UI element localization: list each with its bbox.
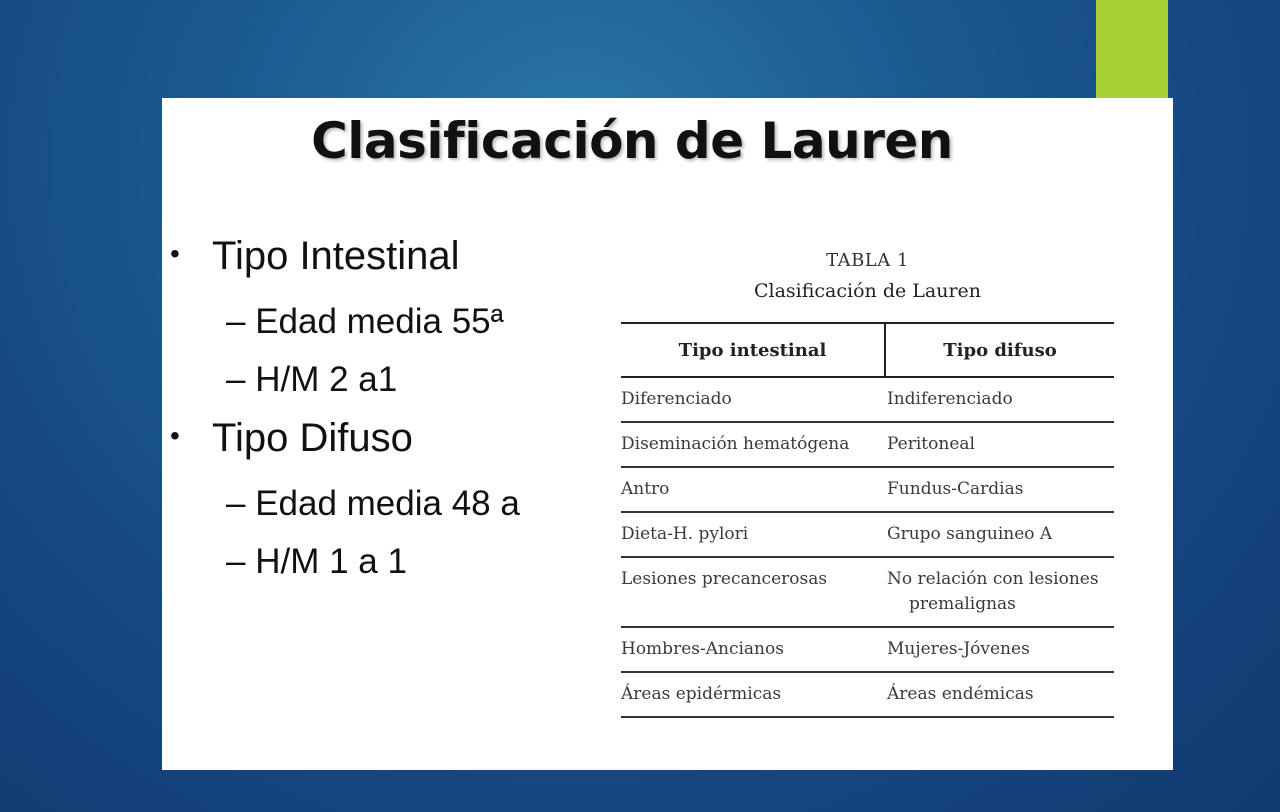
table-caption: TABLA 1 — [826, 250, 909, 271]
table-cell: Áreas epidérmicas — [621, 672, 885, 717]
table-cell: Indiferenciado — [885, 377, 1114, 422]
table-cell: Grupo sanguineo A — [885, 512, 1114, 557]
table-row — [621, 377, 1114, 422]
table-cell: Mujeres-Jóvenes — [885, 627, 1114, 672]
slide-title: Clasificación de Lauren — [311, 112, 953, 170]
table-subcaption: Clasificación de Lauren — [753, 280, 982, 302]
table-row — [621, 557, 1114, 627]
table-cell: Diseminación hematógena — [621, 422, 885, 467]
bullet-label: Tipo Difuso — [212, 416, 413, 460]
slide-panel — [162, 98, 1173, 770]
bullet-icon: • — [170, 238, 180, 269]
table-cell: Diferenciado — [621, 377, 885, 422]
table-cell — [885, 557, 1114, 627]
sub-bullet-item: – H/M 2 a1 — [226, 360, 398, 399]
table-header-row — [621, 323, 1114, 377]
lauren-table — [621, 322, 1114, 718]
table-cell-line: premalignas — [909, 594, 1016, 614]
table-cell: Fundus-Cardias — [885, 467, 1114, 512]
table-cell: Hombres-Ancianos — [621, 627, 885, 672]
table-row — [621, 627, 1114, 672]
table-row — [621, 467, 1114, 512]
sub-bullet-item: – Edad media 48 a — [226, 484, 520, 523]
table-cell: Dieta-H. pylori — [621, 512, 885, 557]
sub-bullet-item: – H/M 1 a 1 — [226, 542, 407, 581]
table-cell: Antro — [621, 467, 885, 512]
bullet-icon: • — [170, 420, 180, 451]
column-header-difuso: Tipo difuso — [885, 323, 1114, 377]
bullet-item — [170, 416, 413, 461]
sub-bullet-item: – Edad media 55ª — [226, 302, 504, 341]
table-cell-line: No relación con lesiones — [887, 569, 1099, 589]
column-header-intestinal: Tipo intestinal — [621, 323, 885, 377]
accent-bar — [1096, 0, 1168, 100]
bullet-item — [170, 234, 460, 279]
table-row — [621, 422, 1114, 467]
table-cell: Peritoneal — [885, 422, 1114, 467]
table-row — [621, 672, 1114, 717]
table-row — [621, 512, 1114, 557]
bullet-label: Tipo Intestinal — [212, 234, 460, 278]
table-cell: Lesiones precancerosas — [621, 557, 885, 627]
table-cell: Áreas endémicas — [885, 672, 1114, 717]
lauren-table-block — [621, 250, 1114, 704]
